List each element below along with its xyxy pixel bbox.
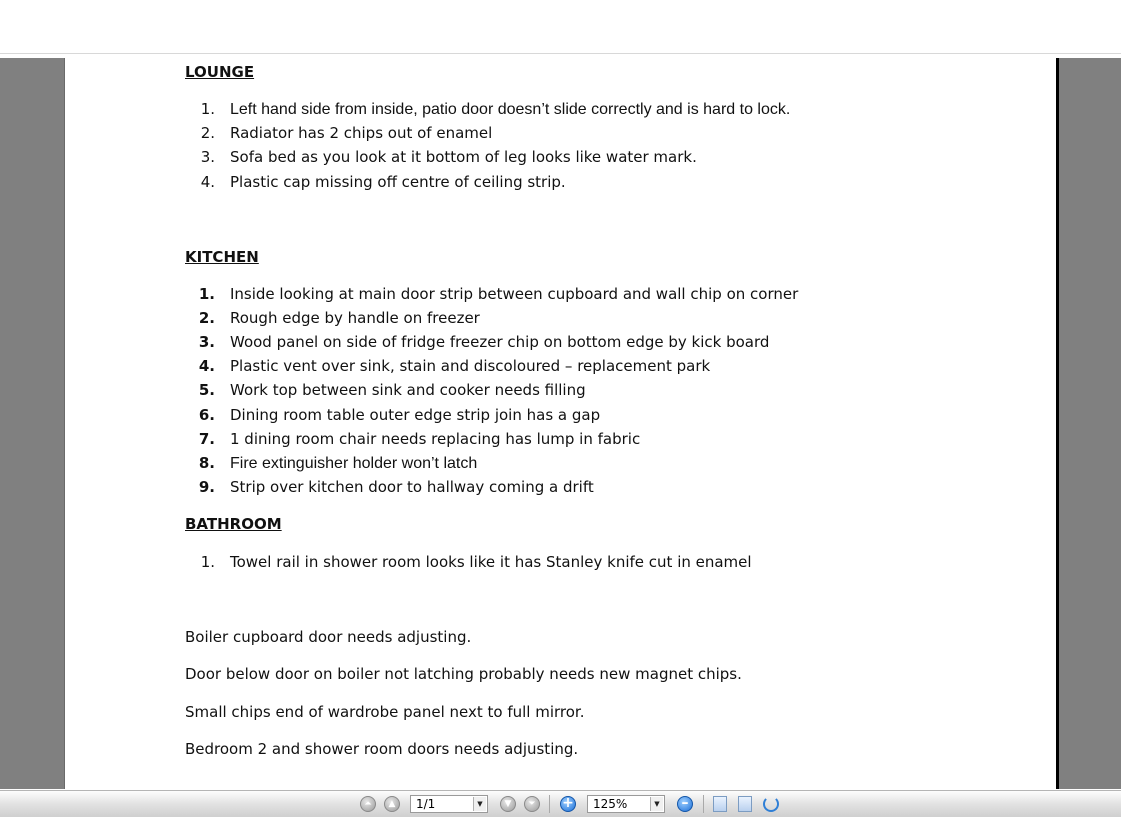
item-number: 9. bbox=[198, 478, 215, 496]
list-item bbox=[185, 357, 710, 375]
item-number: 4. bbox=[198, 357, 215, 375]
item-text: Dining room table outer edge strip join has a gap bbox=[230, 406, 601, 424]
fit-page-icon[interactable] bbox=[713, 796, 727, 812]
zoom-in-icon: + bbox=[562, 795, 574, 811]
list-item bbox=[185, 406, 600, 424]
list-item bbox=[185, 285, 798, 303]
fit-width-icon[interactable] bbox=[738, 796, 752, 812]
list-item bbox=[185, 381, 586, 399]
list-item bbox=[185, 553, 752, 571]
kitchen-heading: KITCHEN bbox=[185, 248, 259, 266]
bathroom-heading: BATHROOM bbox=[185, 515, 282, 533]
item-text: Wood panel on side of fridge freezer chip on bottom edge by kick board bbox=[230, 333, 770, 351]
item-text: Strip over kitchen door to hallway coming a drift bbox=[230, 478, 594, 496]
item-text: 1 dining room chair needs replacing has lump in fabric bbox=[230, 430, 641, 448]
zoom-select[interactable] bbox=[587, 795, 665, 813]
item-number: 1. bbox=[198, 285, 215, 303]
item-number: 5. bbox=[198, 381, 215, 399]
last-page-icon[interactable]: ⏷ bbox=[524, 796, 540, 812]
item-text: Plastic vent over sink, stain and discoloured – replacement park bbox=[230, 357, 711, 375]
item-number: 2. bbox=[198, 309, 215, 327]
note-text: Door below door on boiler not latching probably needs new magnet chips. bbox=[185, 665, 742, 683]
list-item bbox=[185, 333, 769, 351]
item-number: 2. bbox=[200, 124, 215, 142]
first-page-icon[interactable]: ⏶ bbox=[360, 796, 376, 812]
item-number: 3. bbox=[200, 148, 215, 166]
top-blank-area bbox=[0, 0, 1121, 53]
item-text: Rough edge by handle on freezer bbox=[230, 309, 480, 327]
list-item bbox=[185, 454, 477, 473]
list-item bbox=[185, 124, 492, 142]
list-item bbox=[185, 100, 790, 119]
item-text: Work top between sink and cooker needs filling bbox=[230, 381, 586, 399]
item-text: Left hand side from inside, patio door doesn’t slide correctly and is hard to lock. bbox=[230, 101, 791, 118]
note-text: Bedroom 2 and shower room doors needs adjusting. bbox=[185, 740, 579, 758]
top-divider bbox=[0, 53, 1121, 54]
list-item bbox=[185, 430, 640, 448]
zoom-out-icon: – bbox=[681, 795, 689, 811]
next-page-icon[interactable]: ▼ bbox=[500, 796, 516, 812]
item-text: Fire extinguisher holder won’t latch bbox=[230, 455, 478, 472]
rotate-icon[interactable] bbox=[763, 796, 779, 812]
item-text: Inside looking at main door strip between cupboard and wall chip on corner bbox=[230, 285, 799, 303]
zoom-out-button[interactable] bbox=[677, 796, 693, 812]
item-number: 8. bbox=[198, 454, 215, 472]
list-item bbox=[185, 148, 697, 166]
previous-page-icon[interactable]: ▲ bbox=[384, 796, 400, 812]
item-text: Plastic cap missing off centre of ceiling strip. bbox=[230, 173, 566, 191]
page-number-value: 1/1 bbox=[416, 797, 436, 811]
note-text: Small chips end of wardrobe panel next to full mirror. bbox=[185, 703, 585, 721]
item-text: Sofa bed as you look at it bottom of leg looks like water mark. bbox=[230, 148, 697, 166]
item-number: 3. bbox=[198, 333, 215, 351]
page-number-select[interactable] bbox=[410, 795, 488, 813]
lounge-heading: LOUNGE bbox=[185, 63, 255, 81]
item-number: 1. bbox=[200, 100, 215, 118]
list-item bbox=[185, 478, 594, 496]
page-shadow bbox=[1056, 58, 1059, 789]
toolbar-separator bbox=[549, 795, 550, 813]
chevron-down-icon[interactable]: ▼ bbox=[650, 797, 663, 811]
list-item bbox=[185, 309, 480, 327]
zoom-value: 125% bbox=[593, 797, 628, 811]
chevron-down-icon[interactable]: ▼ bbox=[473, 797, 486, 811]
item-text: Radiator has 2 chips out of enamel bbox=[230, 124, 493, 142]
item-number: 7. bbox=[198, 430, 215, 448]
toolbar-separator bbox=[703, 795, 704, 813]
zoom-in-button[interactable] bbox=[560, 796, 576, 812]
item-number: 4. bbox=[200, 173, 215, 191]
item-number: 1. bbox=[200, 553, 215, 571]
note-text: Boiler cupboard door needs adjusting. bbox=[185, 628, 472, 646]
item-number: 6. bbox=[198, 406, 215, 424]
item-text: Towel rail in shower room looks like it has Stanley knife cut in enamel bbox=[230, 553, 752, 571]
list-item bbox=[185, 173, 566, 191]
